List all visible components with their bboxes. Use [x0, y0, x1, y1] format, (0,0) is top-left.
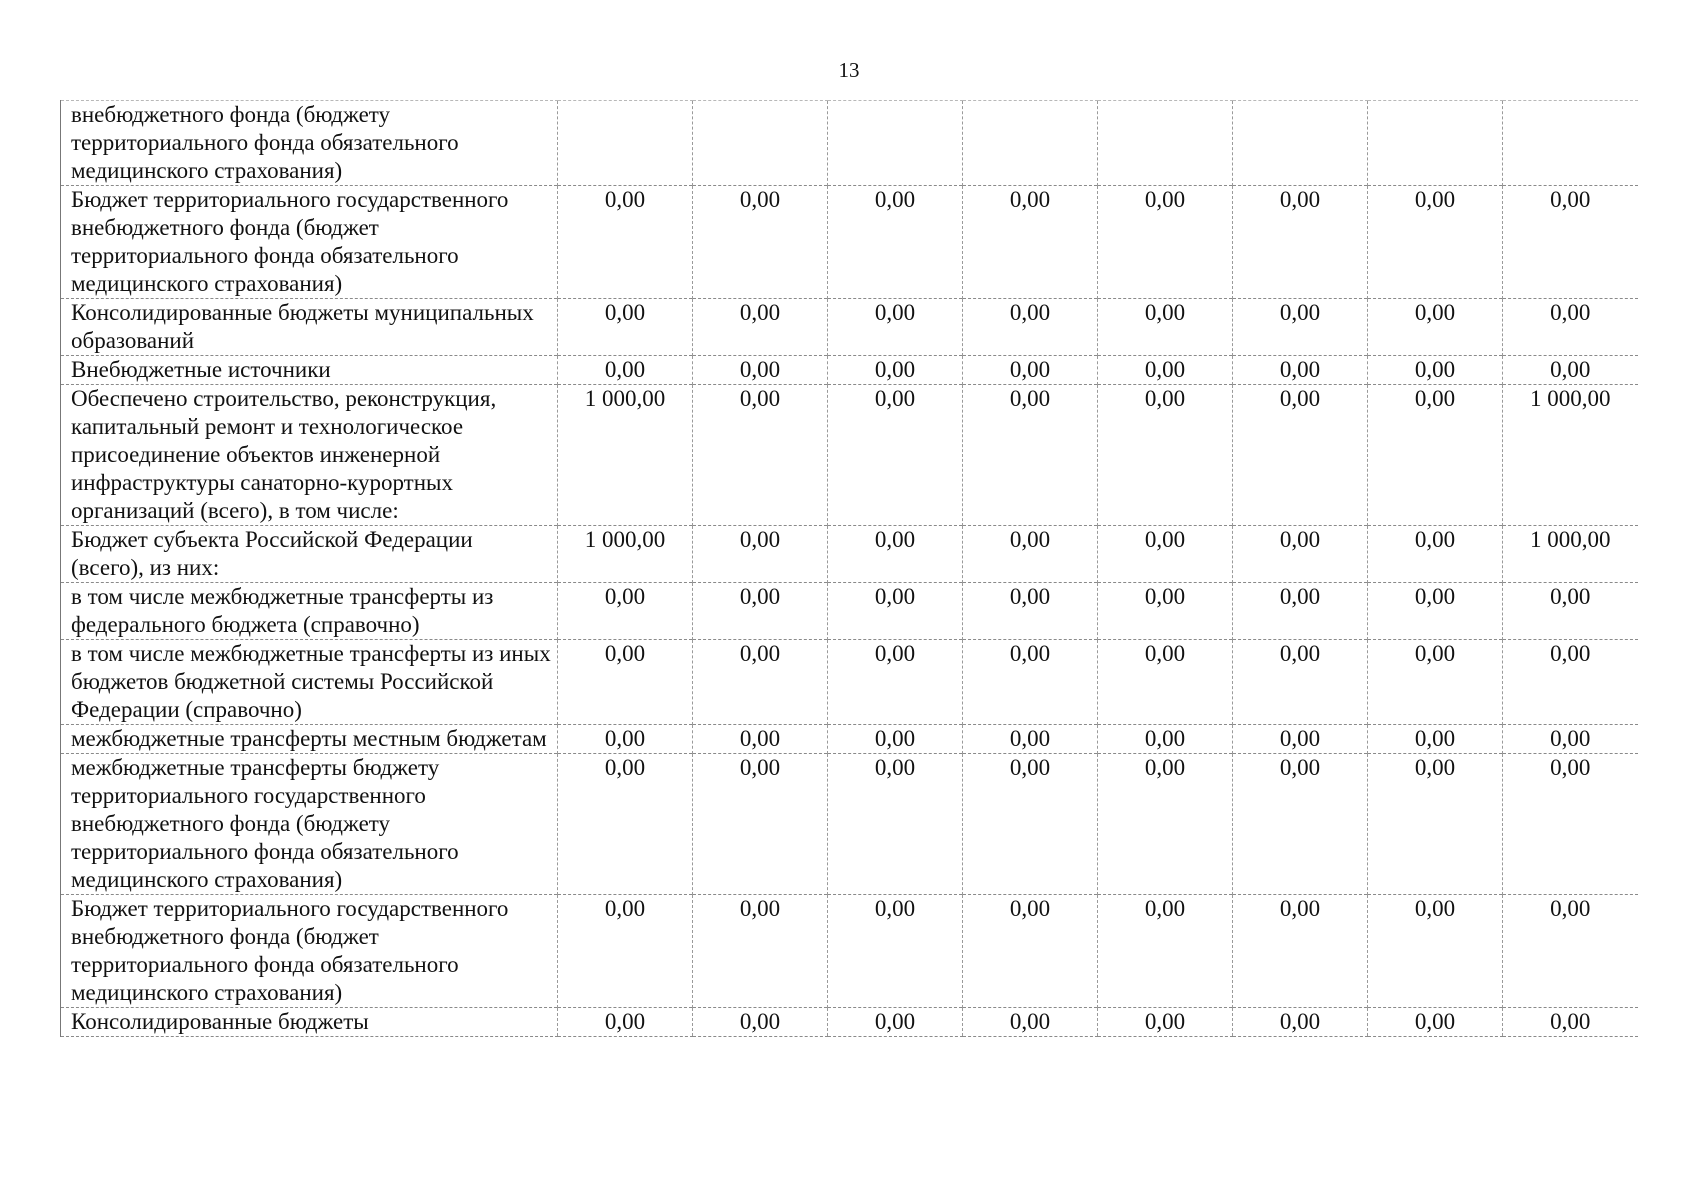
value-cell [1233, 101, 1368, 186]
value-cell: 0,00 [1368, 754, 1503, 895]
value-cell: 1 000,00 [558, 385, 693, 526]
value-cell: 0,00 [1233, 583, 1368, 640]
value-cell: 0,00 [828, 640, 963, 725]
value-cell: 0,00 [693, 895, 828, 1008]
value-cell: 0,00 [1368, 356, 1503, 385]
table-row [61, 725, 1638, 754]
value-cell: 1 000,00 [558, 526, 693, 583]
value-cell: 0,00 [963, 526, 1098, 583]
value-cell: 0,00 [1098, 186, 1233, 299]
value-cell: 0,00 [1098, 1008, 1233, 1037]
value-cell: 0,00 [828, 385, 963, 526]
value-cell: 0,00 [963, 725, 1098, 754]
value-cell [963, 101, 1098, 186]
table-row [61, 299, 1638, 356]
value-cell [1368, 101, 1503, 186]
value-cell [693, 101, 828, 186]
value-cell: 0,00 [693, 640, 828, 725]
value-cell [1098, 101, 1233, 186]
value-cell: 0,00 [1368, 895, 1503, 1008]
value-cell: 0,00 [1503, 186, 1638, 299]
value-cell: 0,00 [828, 583, 963, 640]
value-cell: 0,00 [1098, 299, 1233, 356]
value-cell: 0,00 [693, 583, 828, 640]
row-label: Бюджет территориального государственного внебюджетного фонда (бюджет территориального фонда обязательного медицинского страхования) [61, 186, 558, 299]
value-cell: 1 000,00 [1503, 385, 1638, 526]
value-cell: 0,00 [1098, 583, 1233, 640]
value-cell [1503, 101, 1638, 186]
row-label: в том числе межбюджетные трансферты из иных бюджетов бюджетной системы Российской Федерации (справочно) [61, 640, 558, 725]
value-cell: 0,00 [1098, 356, 1233, 385]
table-row [61, 186, 1638, 299]
value-cell: 0,00 [693, 725, 828, 754]
value-cell: 0,00 [693, 754, 828, 895]
value-cell: 0,00 [1368, 299, 1503, 356]
value-cell: 0,00 [963, 299, 1098, 356]
row-label: Бюджет субъекта Российской Федерации (всего), из них: [61, 526, 558, 583]
value-cell: 0,00 [558, 186, 693, 299]
value-cell: 0,00 [558, 895, 693, 1008]
value-cell: 0,00 [693, 299, 828, 356]
row-label: внебюджетного фонда (бюджету территориального фонда обязательного медицинского страхования) [61, 101, 558, 186]
value-cell: 0,00 [693, 356, 828, 385]
value-cell: 0,00 [1098, 895, 1233, 1008]
row-label: Внебюджетные источники [61, 356, 558, 385]
value-cell: 0,00 [1233, 385, 1368, 526]
value-cell: 0,00 [558, 725, 693, 754]
value-cell: 0,00 [963, 640, 1098, 725]
page-number: 13 [838, 58, 860, 82]
value-cell: 0,00 [828, 356, 963, 385]
value-cell: 0,00 [963, 356, 1098, 385]
value-cell: 0,00 [1503, 754, 1638, 895]
table-body [61, 101, 1638, 1037]
value-cell: 0,00 [1098, 385, 1233, 526]
value-cell: 0,00 [963, 754, 1098, 895]
value-cell: 0,00 [1503, 895, 1638, 1008]
value-cell: 0,00 [963, 895, 1098, 1008]
value-cell: 0,00 [828, 725, 963, 754]
row-label: межбюджетные трансферты бюджету территориального государственного внебюджетного фонда (бюджету территориального фонда обязательного медицинского страхования) [61, 754, 558, 895]
row-label: Консолидированные бюджеты муниципальных образований [61, 299, 558, 356]
row-label: Консолидированные бюджеты [61, 1008, 558, 1037]
value-cell: 0,00 [1233, 186, 1368, 299]
value-cell: 0,00 [1098, 640, 1233, 725]
value-cell: 0,00 [963, 583, 1098, 640]
table-row [61, 385, 1638, 526]
value-cell: 0,00 [1233, 1008, 1368, 1037]
value-cell: 0,00 [1098, 754, 1233, 895]
value-cell: 0,00 [558, 583, 693, 640]
table-row [61, 583, 1638, 640]
table-row [61, 895, 1638, 1008]
value-cell: 0,00 [1233, 299, 1368, 356]
value-cell: 0,00 [1233, 725, 1368, 754]
value-cell: 0,00 [828, 1008, 963, 1037]
value-cell: 0,00 [828, 299, 963, 356]
value-cell: 0,00 [558, 299, 693, 356]
value-cell: 0,00 [1503, 725, 1638, 754]
value-cell: 0,00 [693, 385, 828, 526]
value-cell: 0,00 [1233, 356, 1368, 385]
table-row [61, 526, 1638, 583]
value-cell: 0,00 [1368, 526, 1503, 583]
value-cell: 0,00 [1368, 385, 1503, 526]
value-cell: 0,00 [1098, 526, 1233, 583]
value-cell [558, 101, 693, 186]
value-cell: 0,00 [558, 1008, 693, 1037]
value-cell: 0,00 [963, 1008, 1098, 1037]
value-cell: 0,00 [828, 526, 963, 583]
value-cell [828, 101, 963, 186]
value-cell: 0,00 [1098, 725, 1233, 754]
row-label: межбюджетные трансферты местным бюджетам [61, 725, 558, 754]
value-cell: 0,00 [1503, 1008, 1638, 1037]
value-cell: 0,00 [693, 526, 828, 583]
value-cell: 0,00 [963, 385, 1098, 526]
table-row [61, 1008, 1638, 1037]
value-cell: 0,00 [1233, 895, 1368, 1008]
value-cell: 0,00 [828, 895, 963, 1008]
value-cell: 0,00 [1503, 640, 1638, 725]
value-cell: 0,00 [693, 186, 828, 299]
row-label: Обеспечено строительство, реконструкция, капитальный ремонт и технологическое присоединение объектов инженерной инфраструктуры санаторно-курортных организаций (всего), в том числе: [61, 385, 558, 526]
value-cell: 0,00 [1368, 186, 1503, 299]
budget-table [60, 100, 1638, 1037]
table-row [61, 356, 1638, 385]
value-cell: 0,00 [558, 754, 693, 895]
value-cell: 0,00 [1368, 1008, 1503, 1037]
table-row [61, 754, 1638, 895]
value-cell: 0,00 [1368, 725, 1503, 754]
value-cell: 0,00 [1233, 640, 1368, 725]
value-cell: 0,00 [1368, 640, 1503, 725]
row-label: в том числе межбюджетные трансферты из федерального бюджета (справочно) [61, 583, 558, 640]
value-cell: 0,00 [1233, 754, 1368, 895]
value-cell: 0,00 [1233, 526, 1368, 583]
table-row [61, 640, 1638, 725]
value-cell: 0,00 [558, 356, 693, 385]
value-cell: 0,00 [963, 186, 1098, 299]
value-cell: 0,00 [558, 640, 693, 725]
value-cell: 0,00 [1368, 583, 1503, 640]
table-row [61, 101, 1638, 186]
value-cell: 0,00 [693, 1008, 828, 1037]
value-cell: 0,00 [1503, 299, 1638, 356]
value-cell: 0,00 [828, 186, 963, 299]
row-label: Бюджет территориального государственного внебюджетного фонда (бюджет территориального фонда обязательного медицинского страхования) [61, 895, 558, 1008]
value-cell: 0,00 [1503, 356, 1638, 385]
value-cell: 1 000,00 [1503, 526, 1638, 583]
value-cell: 0,00 [1503, 583, 1638, 640]
value-cell: 0,00 [828, 754, 963, 895]
